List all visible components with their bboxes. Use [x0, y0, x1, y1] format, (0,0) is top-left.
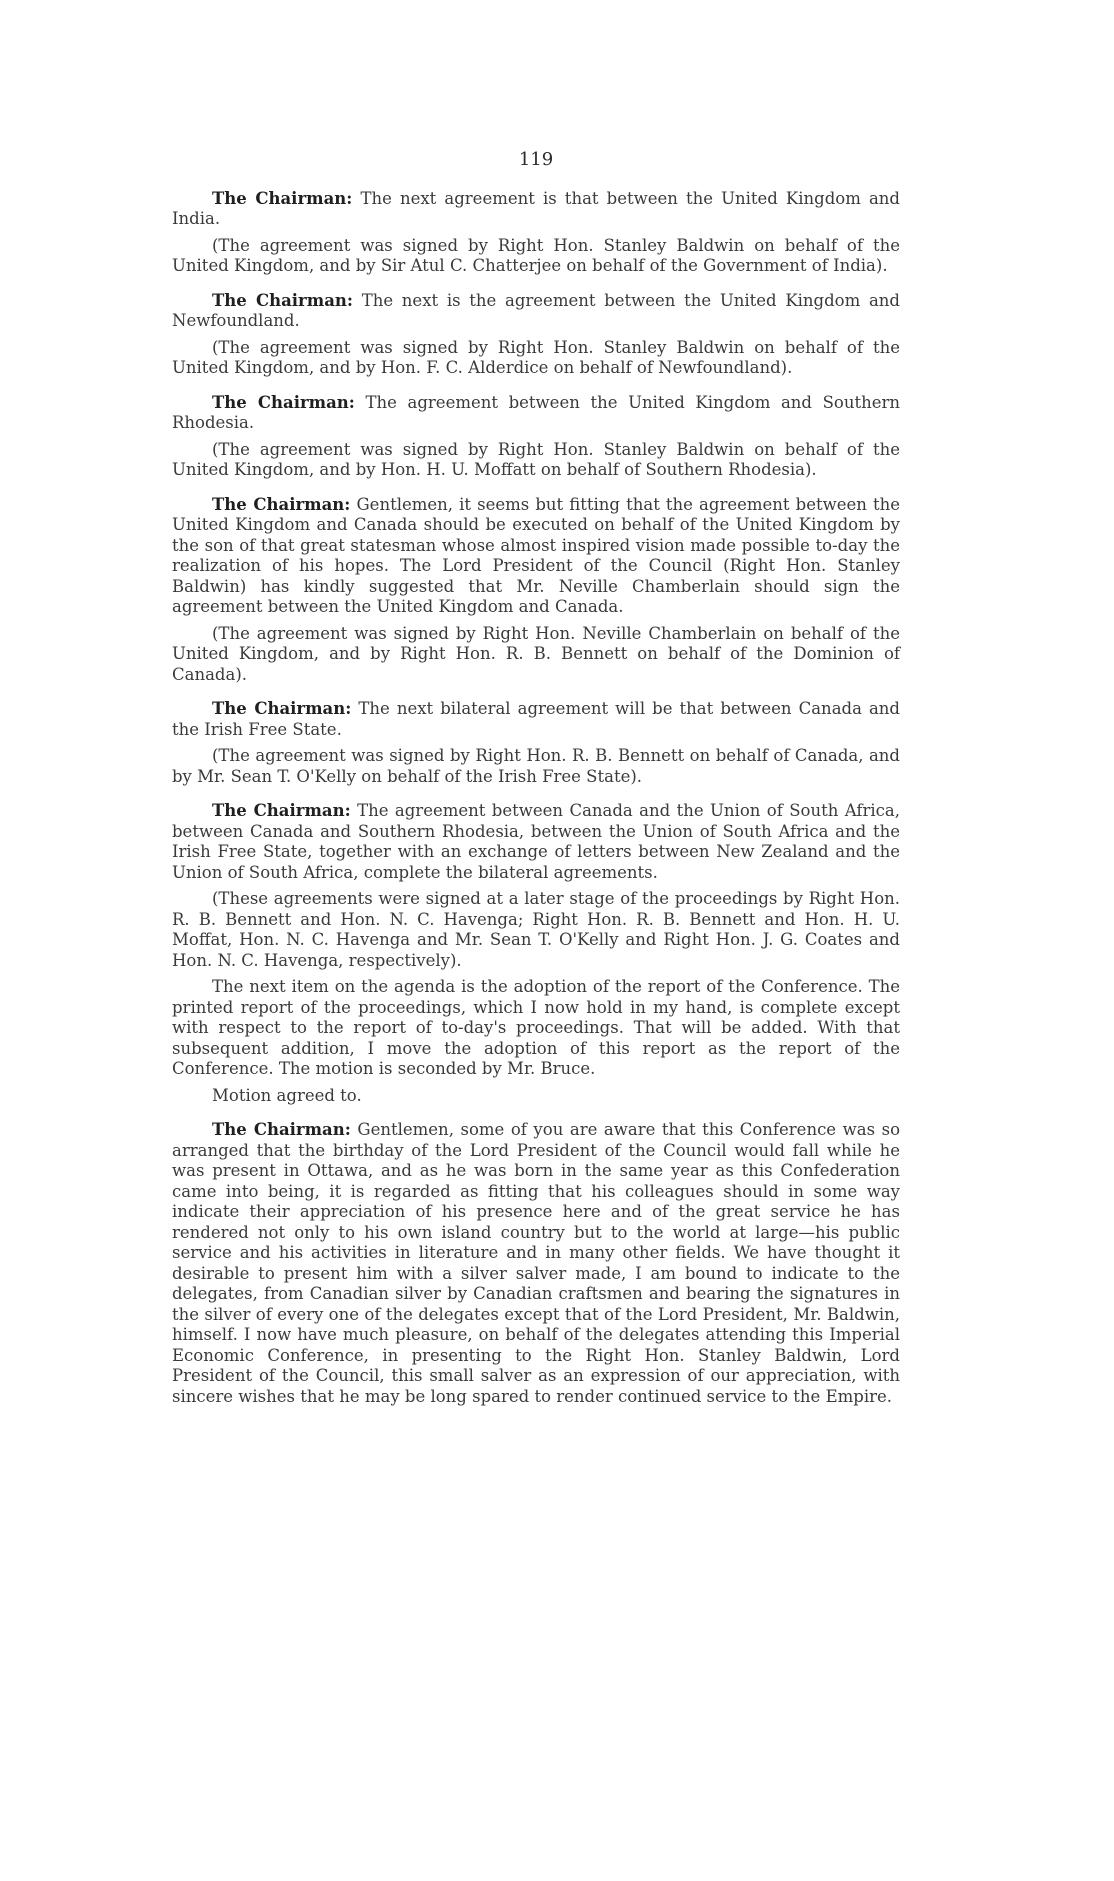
paragraph-continued: The next item on the agenda is the adoption of the report of the Conference. The printed report of the proceedings, which I now hold in my hand, is complete except with respect to the report of to-day's proceedings. That will be added. With that subsequent addition, I move the adoption of this report as the report of the Conference. The motion is seconded by Mr. Bruce.: [172, 977, 900, 1078]
paragraph-speech: [172, 801, 900, 883]
paragraph-note: (The agreement was signed by Right Hon. Neville Chamberlain on behalf of the United Kingdom, and by Right Hon. R. B. Bennett on behalf of the Dominion of Canada).: [172, 623, 900, 684]
paragraph-motion: Motion agreed to.: [212, 1085, 362, 1105]
paragraph-speech: [172, 393, 900, 434]
paragraph-note: (These agreements were signed at a later stage of the proceedings by Right Hon. R. B. Bennett and Hon. N. C. Havenga; Right Hon. R. B. Bennett and Hon. H. U. Moffat, Hon. N. C. Havenga and Mr. Sean T. O'Kelly and Right Hon. J. G. Coates and Hon. N. C. Havenga, respectively).: [172, 889, 900, 970]
speaker-label: The Chairman:: [212, 1120, 351, 1139]
page-number: 119: [518, 149, 554, 170]
paragraph-speech: [172, 495, 900, 618]
document-page: [172, 150, 900, 1407]
speaker-label: The Chairman:: [212, 494, 351, 514]
paragraph-note: (The agreement was signed by Right Hon. Stanley Baldwin on behalf of the United Kingdom, and by Hon. H. U. Moffatt on behalf of Southern Rhodesia).: [172, 439, 900, 479]
speaker-label: The Chairman:: [212, 392, 355, 412]
paragraph-text: The agreement between Canada and the Union of South Africa, between Canada and Southern Rhodesia, between the Union of South Africa and the Irish Free State, together with an exchange of letters between New Zealand and the Union of South Africa, complete the bilateral agreements.: [172, 801, 900, 882]
paragraph-text: The next bilateral agreement will be that between Canada and the Irish Free State.: [172, 699, 900, 739]
paragraph-text: The next agreement is that between the United Kingdom and India.: [172, 188, 900, 228]
paragraph-speech: [172, 699, 900, 740]
paragraph-note: (The agreement was signed by Right Hon. R. B. Bennett on behalf of Canada, and by Mr. Sean T. O'Kelly on behalf of the Irish Free State).: [172, 746, 900, 786]
speaker-label: The Chairman:: [212, 188, 353, 208]
paragraph-text: The next is the agreement between the United Kingdom and Newfoundland.: [172, 290, 900, 330]
paragraph-speech: [172, 189, 900, 230]
paragraph-text: Gentlemen, it seems but fitting that the agreement between the United Kingdom and Canada should be executed on behalf of the United Kingdom by the son of that great statesman whose almost inspired vision made possible to-day the realization of his hopes. The Lord President of the Council (Right Hon. Stanley Baldwin) has kindly suggested that Mr. Neville Chamberlain should sign the agreement between the United Kingdom and Canada.: [172, 494, 900, 616]
paragraph-speech: [172, 1120, 900, 1407]
paragraph-note: (The agreement was signed by Right Hon. Stanley Baldwin on behalf of the United Kingdom, and by Sir Atul C. Chatterjee on behalf of the Government of India).: [172, 235, 900, 275]
paragraph-note: (The agreement was signed by Right Hon. Stanley Baldwin on behalf of the United Kingdom, and by Hon. F. C. Alderdice on behalf of Newfoundland).: [172, 337, 900, 377]
speaker-label: The Chairman:: [212, 801, 351, 820]
paragraph-text: Gentlemen, some of you are aware that this Conference was so arranged that the birthday of the Lord President of the Council would fall while he was present in Ottawa, and as he was born in the same year as this Confederation came into being, it is regarded as fitting that his colleagues should in some way indicate their appreciation of his presence here and of the great service he has rendered not only to his own island country but to the world at large—his public service and his activities in literature and in many other fields. We have thought it desirable to present him with a silver salver made, I am bound to indicate to the delegates, from Canadian silver by Canadian craftsmen and bearing the signatures in the silver of every one of the delegates except that of the Lord President, Mr. Baldwin, himself. I now have much pleasure, on behalf of the delegates attending this Imperial Economic Conference, in presenting to the Right Hon. Stanley Baldwin, Lord President of the Council, this small salver as an expression of our appreciation, with sincere wishes that he may be long spared to render continued service to the Empire.: [172, 1120, 900, 1406]
paragraph-text: The agreement between the United Kingdom and Southern Rhodesia.: [172, 392, 901, 432]
paragraph-speech: [172, 291, 900, 332]
speaker-label: The Chairman:: [212, 290, 353, 310]
speaker-label: The Chairman:: [212, 699, 352, 718]
